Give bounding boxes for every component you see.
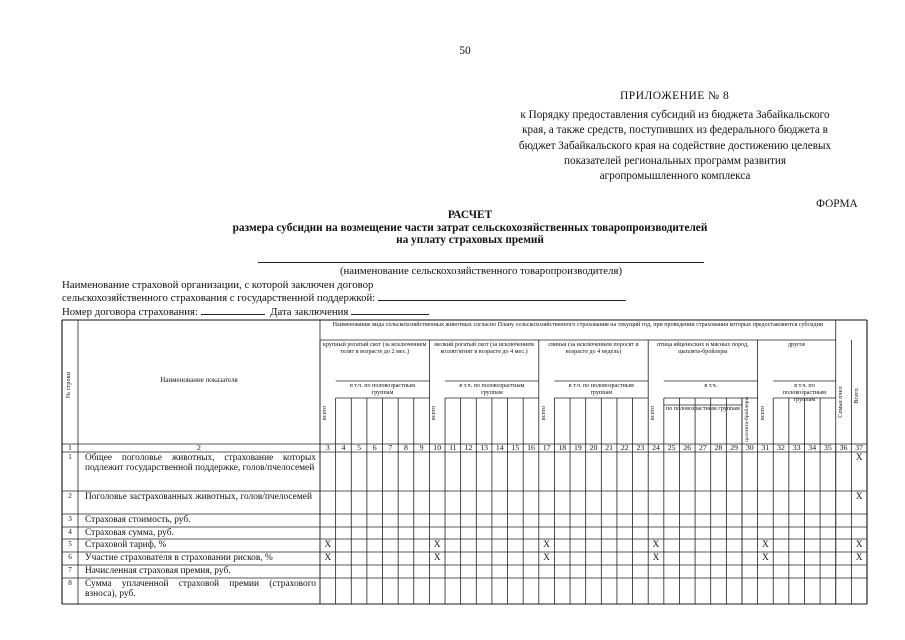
column-number: 29 bbox=[730, 443, 739, 452]
column-number: 15 bbox=[511, 443, 520, 452]
group-total-header: всего bbox=[430, 405, 438, 421]
column-number: 32 bbox=[777, 443, 785, 452]
column-number: 17 bbox=[542, 443, 551, 452]
row-number: 6 bbox=[68, 553, 72, 561]
broilers-header: цыплята-бройлеры bbox=[743, 396, 750, 442]
column-number: 34 bbox=[808, 443, 817, 452]
x-mark: X bbox=[762, 539, 769, 549]
x-mark: X bbox=[324, 552, 332, 562]
row-label: Начисленная страховая премия, руб. bbox=[85, 566, 231, 576]
column-number: 31 bbox=[761, 443, 770, 452]
title-line-2: размера субсидии на возмещение части затрат сельскохозяйственных товаропроизводителей bbox=[232, 221, 708, 234]
appendix-line: края, а также средств, поступивших из федерального бюджета в bbox=[522, 124, 828, 137]
column-number: 14 bbox=[495, 443, 504, 452]
column-number: 1 bbox=[68, 443, 72, 452]
group-total-header: всего bbox=[539, 405, 547, 421]
column-number: 16 bbox=[527, 443, 535, 452]
column-number: 27 bbox=[698, 443, 707, 452]
row-label: Страховая стоимость, руб. bbox=[85, 515, 191, 525]
column-number: 11 bbox=[449, 443, 457, 452]
group-total-header: всего bbox=[321, 405, 328, 421]
row-number: 8 bbox=[68, 579, 72, 587]
column-number: 26 bbox=[683, 443, 692, 452]
row-number: 2 bbox=[68, 492, 72, 500]
group-name-header: мелкий рогатый скот (за исключением козлят/ягнят в возрасте до 4 мес.) bbox=[434, 342, 534, 355]
appendix-title: ПРИЛОЖЕНИЕ № 8 bbox=[620, 90, 730, 102]
appendix-line: бюджет Забайкальского края на содействие достижению целевых bbox=[518, 139, 832, 152]
column-number: 3 bbox=[325, 443, 330, 452]
x-mark: X bbox=[652, 552, 660, 562]
x-mark: X bbox=[652, 539, 660, 549]
column-number: 13 bbox=[480, 443, 488, 452]
group-incl-header: в т.ч. по половозрастным группам bbox=[459, 383, 525, 396]
column-number: 25 bbox=[667, 443, 676, 452]
group-total-header: всего bbox=[649, 405, 657, 421]
group-name-header: другое bbox=[788, 342, 806, 348]
column-number: 10 bbox=[433, 443, 442, 452]
form-label: ФОРМА bbox=[816, 198, 858, 210]
column-number: 23 bbox=[636, 443, 645, 452]
row-number: 3 bbox=[68, 515, 72, 523]
group-name-header: свиньи (за исключением поросят в возрасте до 4 недель) bbox=[548, 342, 639, 355]
contract-number-label: Номер договора страхования: bbox=[62, 305, 198, 318]
producer-caption: (наименование сельскохозяйственного товаропроизводителя) bbox=[339, 265, 623, 277]
column-number: 2 bbox=[197, 443, 201, 452]
row-number: 5 bbox=[68, 540, 72, 548]
column-number: 36 bbox=[839, 443, 848, 452]
column-number: 5 bbox=[357, 443, 362, 452]
column-number: 19 bbox=[573, 443, 582, 452]
x-mark: X bbox=[762, 552, 769, 562]
x-mark: X bbox=[855, 491, 863, 501]
group-total-header: всего bbox=[758, 405, 766, 421]
x-mark: X bbox=[324, 539, 332, 549]
column-number: 9 bbox=[419, 443, 424, 452]
contract-date-label: Дата заключения bbox=[270, 305, 349, 318]
column-number: 21 bbox=[605, 443, 614, 452]
group-incl-header: в т.ч. по половозрастным группам bbox=[783, 383, 826, 403]
column-number: 20 bbox=[589, 443, 598, 452]
appendix-line: показателей региональных программ развития bbox=[563, 154, 786, 167]
x-mark: X bbox=[433, 552, 441, 562]
bee-families-header: Семьи пчел bbox=[836, 386, 844, 418]
row-label: Сумма уплаченной страховой премии (страхового взноса), руб. bbox=[85, 579, 316, 600]
x-mark: X bbox=[433, 539, 441, 549]
row-number-header: № строки bbox=[65, 372, 72, 398]
insurer-label-line-1: Наименование страховой организации, с которой заключен договор bbox=[62, 279, 374, 291]
column-number: 33 bbox=[792, 443, 801, 452]
column-number: 12 bbox=[464, 443, 473, 452]
total-column-header: Всего bbox=[853, 388, 861, 404]
x-mark: X bbox=[855, 552, 863, 562]
poultry-age-groups-header: по половозрастным группам bbox=[665, 406, 740, 412]
group-incl-header: в т.ч. по половозрастным группам bbox=[568, 383, 634, 396]
insurer-label-line-2: сельскохозяйственного страхования с государственной поддержкой: bbox=[62, 292, 376, 305]
column-number: 8 bbox=[404, 443, 408, 452]
group-incl-header: в т.ч. по половозрастным группам bbox=[350, 383, 416, 396]
title-line-3: на уплату страховых премий bbox=[396, 234, 544, 247]
column-number: 35 bbox=[824, 443, 832, 452]
appendix-line: к Порядку предоставления субсидий из бюджета Забайкальского bbox=[520, 109, 830, 121]
x-mark: X bbox=[543, 539, 550, 549]
title-line-1: РАСЧЕТ bbox=[447, 209, 493, 221]
animal-types-header: Наименование вида сельскохозяйственных животных согласно Плану сельскохозяйственного страхования на текущий год, при проведении страхования которых предоставляются субсидии bbox=[332, 322, 824, 328]
row-number: 7 bbox=[68, 566, 72, 574]
column-number: 28 bbox=[714, 443, 723, 452]
column-number: 37 bbox=[855, 443, 864, 452]
row-label: Общее поголовье животных, страхование которых подлежит государственной поддержке, голов/пчелосемей bbox=[85, 453, 316, 474]
row-label: Участие страхователя в страховании рисков, % bbox=[85, 553, 273, 563]
column-number: 7 bbox=[388, 443, 393, 452]
row-label: Поголовье застрахованных животных, голов/пчелосемей bbox=[85, 492, 312, 502]
group-name-header: крупный рогатый скот (за исключением телят в возрасте до 2 мес.) bbox=[323, 342, 427, 355]
group-name-header: птица яйценоских и мясных пород, цыплята-бройлеры bbox=[657, 342, 749, 355]
group-incl-header: в т.ч. bbox=[704, 383, 718, 389]
column-number: 22 bbox=[620, 443, 629, 452]
row-number: 1 bbox=[68, 453, 72, 461]
column-number: 4 bbox=[341, 443, 346, 452]
x-mark: X bbox=[855, 452, 863, 462]
row-number: 4 bbox=[68, 528, 72, 536]
column-number: 24 bbox=[652, 443, 660, 452]
column-number: 18 bbox=[558, 443, 567, 452]
row-label: Страховая сумма, руб. bbox=[85, 528, 174, 538]
column-number: 6 bbox=[372, 443, 377, 452]
row-label: Страховой тариф, % bbox=[85, 540, 167, 550]
indicator-header: Наименование показателя bbox=[160, 376, 238, 384]
appendix-line: агропромышленного комплекса bbox=[599, 170, 751, 183]
page-number: 50 bbox=[459, 45, 471, 57]
column-number: 30 bbox=[745, 443, 754, 452]
x-mark: X bbox=[543, 552, 550, 562]
x-mark: X bbox=[855, 539, 863, 549]
